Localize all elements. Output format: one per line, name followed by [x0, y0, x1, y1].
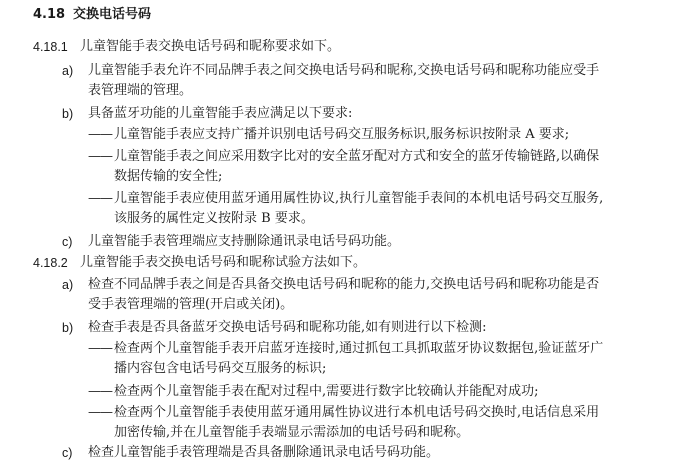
clause-number: 4.18.1 — [33, 40, 68, 54]
clause-text: 儿童智能手表交换电话号码和昵称要求如下。 — [80, 39, 341, 54]
list-item-text: 表管理端的管理。 — [88, 83, 193, 98]
item-marker: a) — [62, 278, 74, 292]
list-item-text: 检查不同品牌手表之间是否具备交换电话号码和昵称的能力,交换电话号码和昵称功能是否 — [88, 277, 600, 292]
sub-item-text: 数据传输的安全性; — [114, 169, 223, 184]
dash-bullet: —— — [88, 191, 112, 206]
item-marker: c) — [62, 446, 73, 460]
dash-bullet: —— — [88, 149, 112, 164]
list-item-text: 检查儿童智能手表管理端是否具备删除通讯录电话号码功能。 — [88, 445, 440, 460]
section-number: 4.18 — [33, 7, 66, 22]
sub-item-text: 播内容包含电话号码交互服务的标识; — [114, 361, 327, 376]
list-item-text: 儿童智能手表允许不同品牌手表之间交换电话号码和昵称,交换电话号码和昵称功能应受手 — [88, 63, 600, 78]
sub-item-text: 儿童智能手表应支持广播并识别电话号码交互服务标识,服务标识按附录 A 要求; — [114, 127, 570, 142]
clause-text: 儿童智能手表交换电话号码和昵称试验方法如下。 — [80, 255, 367, 270]
item-marker: a) — [62, 64, 74, 78]
dash-bullet: —— — [88, 405, 112, 420]
clause-number: 4.18.2 — [33, 256, 68, 270]
sub-item-text: 儿童智能手表之间应采用数字比对的安全蓝牙配对方式和安全的蓝牙传输链路,以确保 — [114, 149, 600, 164]
item-marker: b) — [62, 107, 74, 121]
item-marker: b) — [62, 321, 74, 335]
list-item-text: 检查手表是否具备蓝牙交换电话号码和昵称功能,如有则进行以下检测: — [88, 320, 487, 335]
sub-item-text: 检查两个儿童智能手表开启蓝牙连接时,通过抓包工具抓取蓝牙协议数据包,验证蓝牙广 — [114, 341, 604, 356]
list-item-text: 受手表管理端的管理(开启或关闭)。 — [88, 297, 294, 312]
dash-bullet: —— — [88, 384, 112, 399]
list-item-text: 儿童智能手表管理端应支持删除通讯录电话号码功能。 — [88, 234, 401, 249]
dash-bullet: —— — [88, 341, 112, 356]
sub-item-text: 检查两个儿童智能手表使用蓝牙通用属性协议进行本机电话号码交换时,电话信息采用 — [114, 405, 600, 420]
sub-item-text: 加密传输,并在儿童智能手表端显示需添加的电话号码和昵称。 — [114, 425, 470, 440]
item-marker: c) — [62, 235, 73, 249]
list-item-text: 具备蓝牙功能的儿童智能手表应满足以下要求: — [88, 106, 353, 121]
sub-item-text: 检查两个儿童智能手表在配对过程中,需要进行数字比较确认并能配对成功; — [114, 384, 539, 399]
sub-item-text: 该服务的属性定义按附录 B 要求。 — [114, 211, 314, 226]
sub-item-text: 儿童智能手表应使用蓝牙通用属性协议,执行儿童智能手表间的本机电话号码交互服务, — [114, 191, 604, 206]
section-title: 交换电话号码 — [73, 7, 152, 22]
dash-bullet: —— — [88, 127, 112, 142]
